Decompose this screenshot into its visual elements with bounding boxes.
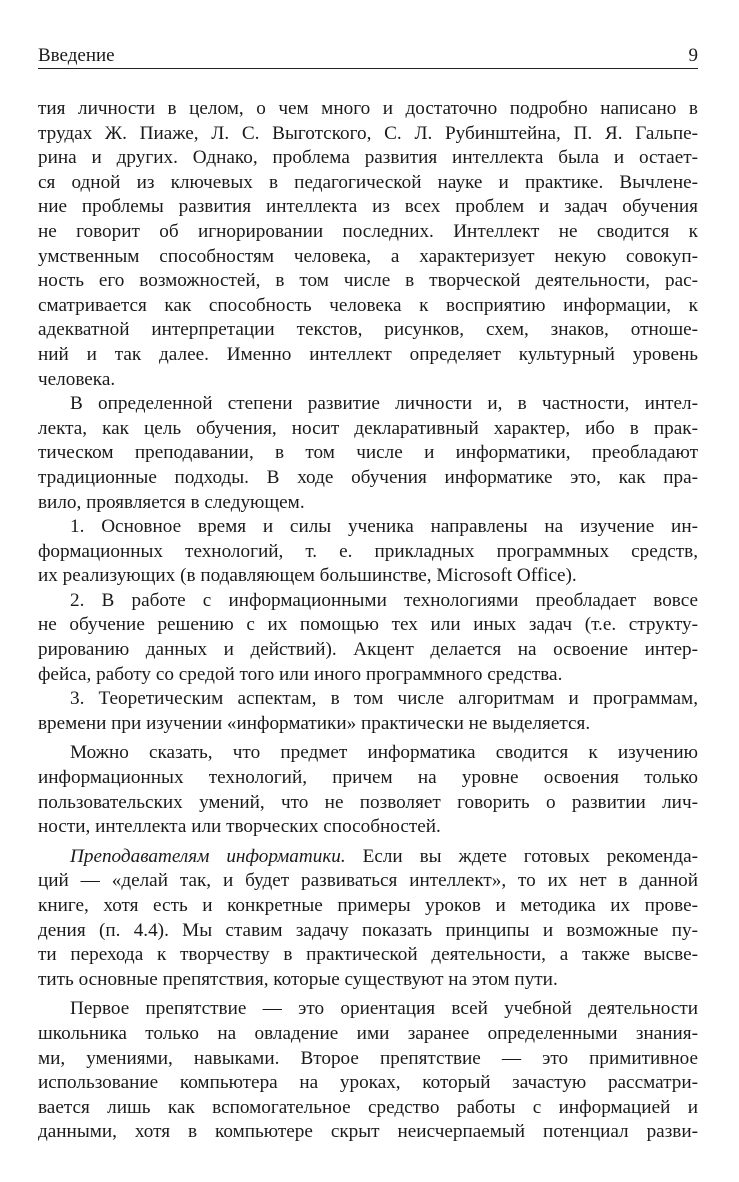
text-line: рина и других. Однако, проблема развития интеллекта была и остает-: [38, 147, 698, 169]
paragraph: [38, 392, 698, 515]
paragraph: [38, 845, 698, 993]
text-line: формационных технологий, т. е. прикладных программных средств,: [38, 540, 698, 562]
text-line: дения (п. 4.4). Мы ставим задачу показать принципы и возможные пу-: [38, 919, 698, 941]
paragraph: [38, 687, 698, 736]
text-line: 3. Теоретическим аспектам, в том числе алгоритмам и программам,: [70, 688, 698, 710]
text-line: ти перехода к творчеству в практической деятельности, а также высве-: [38, 944, 698, 966]
text-line: фейса, работу со средой того или иного программного средства.: [38, 663, 563, 685]
text-line: ний и так далее. Именно интеллект определяет культурный уровень: [38, 343, 698, 365]
text-line: адекватной интерпретации текстов, рисунков, схем, знаков, отноше-: [38, 319, 698, 341]
paragraph: [38, 741, 698, 839]
text-line: ми, умениями, навыками. Второе препятствие — это примитивное: [38, 1047, 698, 1069]
page-number: 9: [688, 45, 698, 66]
text-line: тить основные препятствия, которые существуют на этом пути.: [38, 968, 558, 990]
text-line: трудах Ж. Пиаже, Л. С. Выготского, С. Л. Рубинштейна, П. Я. Гальпе-: [38, 122, 698, 144]
text-line: школьника только на овладение ими заранее определенными знания-: [38, 1022, 698, 1044]
text-line: [38, 845, 698, 870]
text-line: тия личности в целом, о чем много и достаточно подробно написано в: [38, 98, 698, 119]
text-line: ние проблемы развития интеллекта из всех проблем и задач обучения: [38, 196, 698, 218]
running-header: [38, 46, 698, 69]
text-line: ций — «делай так, и будет развиваться интеллект», то их нет в данной: [38, 870, 698, 892]
text-line: лекта, как цель обучения, носит декларативный характер, ибо в прак-: [38, 417, 698, 439]
body-text: [38, 97, 698, 1145]
text-line: их реализующих (в подавляющем большинстве, Microsoft Office).: [38, 565, 577, 587]
text-line: умственным способностям человека, а характеризует некую совокуп-: [38, 245, 698, 267]
text-line: 2. В работе с информационными технологиями преобладает вовсе: [70, 589, 698, 611]
paragraph: [38, 589, 698, 687]
text-line: вается лишь как вспомогательное средство работы с информацией и: [38, 1096, 698, 1118]
paragraph: [38, 515, 698, 589]
text-line: В определенной степени развитие личности и, в частности, интел-: [70, 393, 698, 415]
italic-lead: Преподавателям информатики.: [70, 845, 346, 867]
text-line: книге, хотя есть и конкретные примеры уроков и методика их прове-: [38, 895, 698, 916]
text-line: пользовательских умений, что не позволяет говорить о развитии лич-: [38, 791, 698, 813]
text-line: человека.: [38, 368, 116, 390]
text-line: Первое препятствие — это ориентация всей учебной деятельности: [70, 998, 698, 1020]
text-line: не обучение решению с их помощью тех или иных задач (т.е. структу-: [38, 614, 698, 636]
line-text: Если вы ждете готовых рекоменда-: [345, 845, 698, 867]
text-line: не говорит об игнорировании последних. Интеллект не сводится к: [38, 220, 698, 242]
paragraph: [38, 997, 698, 1145]
text-line: тическом преподавании, в том числе и информатики, преобладают: [38, 442, 698, 464]
text-line: рированию данных и действий). Акцент делается на освоение интер-: [38, 639, 698, 661]
text-line: сматривается как способность человека к восприятию информации, к: [38, 294, 698, 316]
paragraph: [38, 97, 698, 392]
text-line: данными, хотя в компьютере скрыт неисчерпаемый потенциал разви-: [38, 1121, 698, 1143]
text-line: традиционные подходы. В ходе обучения информатике это, как пра-: [38, 466, 698, 488]
text-line: ся одной из ключевых в педагогической науке и практике. Вычлене-: [38, 171, 698, 193]
text-line: Можно сказать, что предмет информатика сводится к изучению: [70, 742, 698, 764]
text-line: времени при изучении «информатики» практически не выделяется.: [38, 712, 591, 734]
text-line: ности, интеллекта или творческих способностей.: [38, 816, 441, 838]
text-line: использование компьютера на уроках, который зачастую рассматри-: [38, 1072, 698, 1094]
text-line: ность его возможностей, в том числе в творческой деятельности, рас-: [38, 270, 698, 292]
text-line: 1. Основное время и силы ученика направлены на изучение ин-: [70, 516, 698, 538]
section-title: Введение: [38, 45, 115, 66]
text-line: информационных технологий, причем на уровне освоения только: [38, 767, 698, 789]
text-line: вило, проявляется в следующем.: [38, 491, 305, 513]
